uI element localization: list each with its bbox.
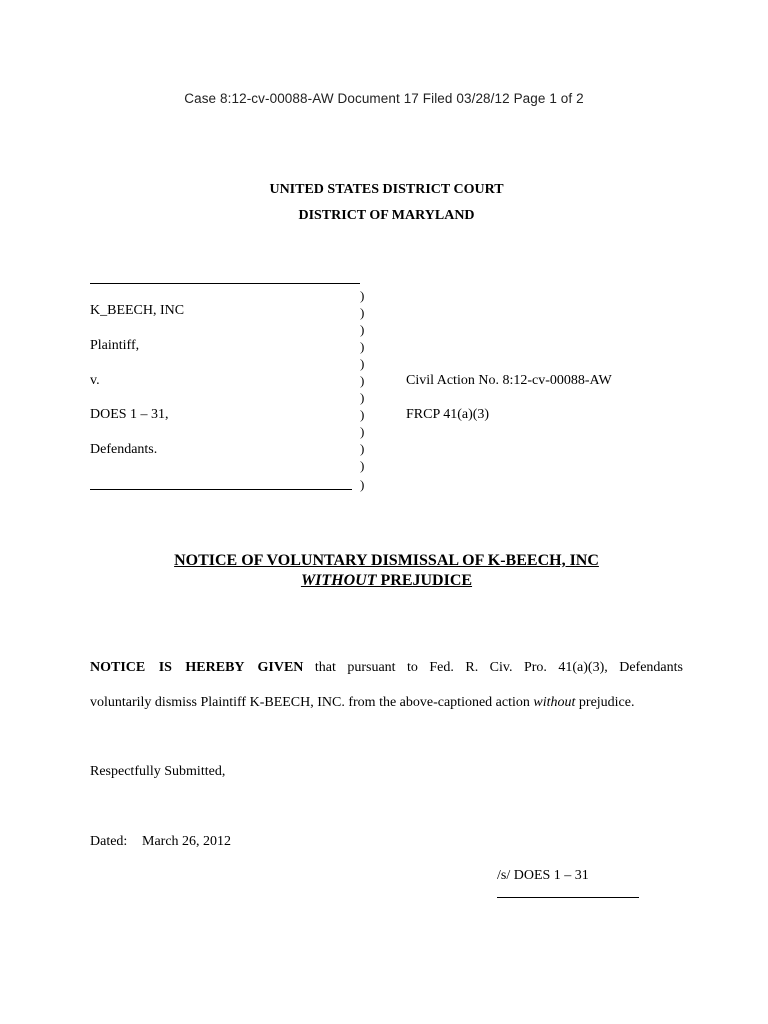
defendants-role: Defendants.: [90, 442, 158, 457]
frcp-rule: FRCP 41(a)(3): [406, 407, 490, 422]
defendants-name: DOES 1 – 31,: [90, 407, 169, 422]
court-district: DISTRICT OF MARYLAND: [298, 208, 475, 223]
signature-line: [497, 897, 639, 898]
notice-title-italic: WITHOUT: [300, 572, 377, 589]
caption-paren: ): [360, 322, 365, 337]
caption-top-rule: [90, 283, 360, 284]
court-name: UNITED STATES DISTRICT COURT: [269, 182, 504, 197]
caption-paren: ): [360, 356, 365, 371]
body-paragraph-line1: [90, 660, 683, 676]
caption-bottom-rule: [90, 489, 352, 490]
caption-paren: ): [360, 424, 365, 439]
body-lead-bold: NOTICE IS HEREBY GIVEN: [90, 660, 304, 675]
plaintiff-name: K_BEECH, INC: [90, 303, 185, 318]
body-paragraph-line2: [90, 695, 635, 711]
civil-action-number: Civil Action No. 8:12-cv-00088-AW: [406, 373, 612, 388]
body-line2-end: prejudice.: [575, 695, 635, 710]
versus-label: v.: [90, 373, 100, 388]
caption-paren: ): [360, 373, 365, 388]
caption-paren: ): [360, 339, 365, 354]
caption-paren: ): [360, 477, 365, 492]
respectfully-submitted: Respectfully Submitted,: [90, 764, 226, 779]
caption-paren: ): [360, 305, 365, 320]
notice-title: [0, 552, 768, 570]
caption-paren: ): [360, 407, 365, 422]
notice-title-line1: NOTICE OF VOLUNTARY DISMISSAL OF K-BEECH, INC: [174, 552, 599, 569]
caption-paren: ): [360, 458, 365, 473]
body-line2-italic: without: [533, 695, 576, 710]
body-line1-rest: that pursuant to Fed. R. Civ. Pro. 41(a)(3), Defendants: [303, 660, 683, 675]
case-header: Case 8:12-cv-00088-AW Document 17 Filed 03/28/12 Page 1 of 2: [184, 91, 584, 106]
dated-label: Dated:: [90, 834, 128, 849]
dated-value: March 26, 2012: [142, 834, 232, 849]
signature-text: /s/ DOES 1 – 31: [497, 868, 589, 883]
notice-title-rest: PREJUDICE: [376, 572, 473, 589]
caption-paren: ): [360, 390, 365, 405]
body-line2-start: voluntarily dismiss Plaintiff K-BEECH, INC. from the above-captioned action: [90, 695, 534, 710]
caption-paren: ): [360, 441, 365, 456]
notice-subtitle: [0, 572, 768, 590]
caption-paren: ): [360, 288, 365, 303]
plaintiff-role: Plaintiff,: [90, 338, 140, 353]
